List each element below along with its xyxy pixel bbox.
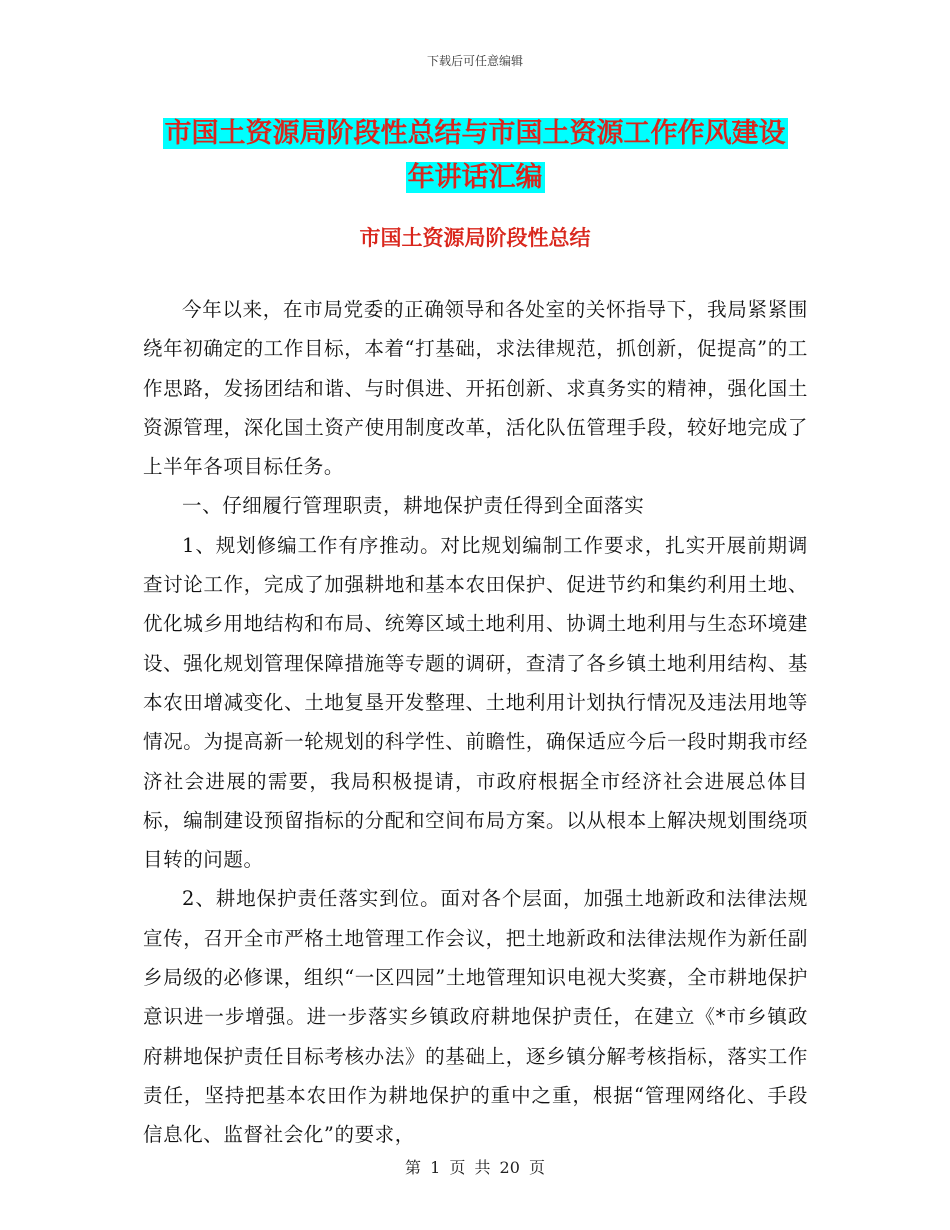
document-title bbox=[140, 112, 810, 200]
page-footer: 第 1 页 共 20 页 bbox=[405, 1158, 545, 1177]
section-title: 市国土资源局阶段性总结 bbox=[359, 226, 591, 250]
header-note: 下载后可任意编辑 bbox=[426, 54, 523, 68]
title-line-1: 市国土资源局阶段性总结与市国土资源工作作风建设 bbox=[164, 118, 786, 149]
paragraph-farmland: 2、耕地保护责任落实到位。面对各个层面，加强土地新政和法律法规宣传，召开全市严格土地管理工作会议，把土地新政和法律法规作为新任副乡局级的必修课，组织“一区四园”土地管理知识电视大奖赛，全市耕地保护意识进一步增强。进一步落实乡镇政府耕地保护责任，在建立《*市乡镇政府耕地保护责任目标考核办法》的基础上，逐乡镇分解考核指标，落实工作责任，坚持把基本农田作为耕地保护的重中之重，根据“管理网络化、手段信息化、监督社会化”的要求， bbox=[143, 887, 808, 1147]
paragraph-heading-1: 一、仔细履行管理职责，耕地保护责任得到全面落实 bbox=[182, 494, 645, 518]
paragraph-intro: 今年以来，在市局党委的正确领导和各处室的关怀指导下，我局紧紧围绕年初确定的工作目标，本着“打基础，求法律规范，抓创新，促提高”的工作思路，发扬团结和谐、与时俱进、开拓创新、求真务实的精神，强化国土资源管理，深化国土资产使用制度改革，活化队伍管理手段，较好地完成了上半年各项目标任务。 bbox=[143, 298, 808, 479]
title-line-2: 年讲话汇编 bbox=[407, 162, 543, 193]
document-body bbox=[143, 290, 808, 1155]
paragraph-planning: 1、规划修编工作有序推动。对比规划编制工作要求，扎实开展前期调查讨论工作，完成了加强耕地和基本农田保护、促进节约和集约利用土地、优化城乡用地结构和布局、统筹区域土地利用、协调土地利用与生态环境建设、强化规划管理保障措施等专题的调研，查清了各乡镇土地利用结构、基本农田增减变化、土地复垦开发整理、土地利用计划执行情况及违法用地等情况。为提高新一轮规划的科学性、前瞻性，确保适应今后一段时期我市经济社会进展的需要，我局积极提请，市政府根据全市经济社会进展总体目标，编制建设预留指标的分配和空间布局方案。以从根本上解决规划围绕项目转的问题。 bbox=[143, 533, 808, 872]
